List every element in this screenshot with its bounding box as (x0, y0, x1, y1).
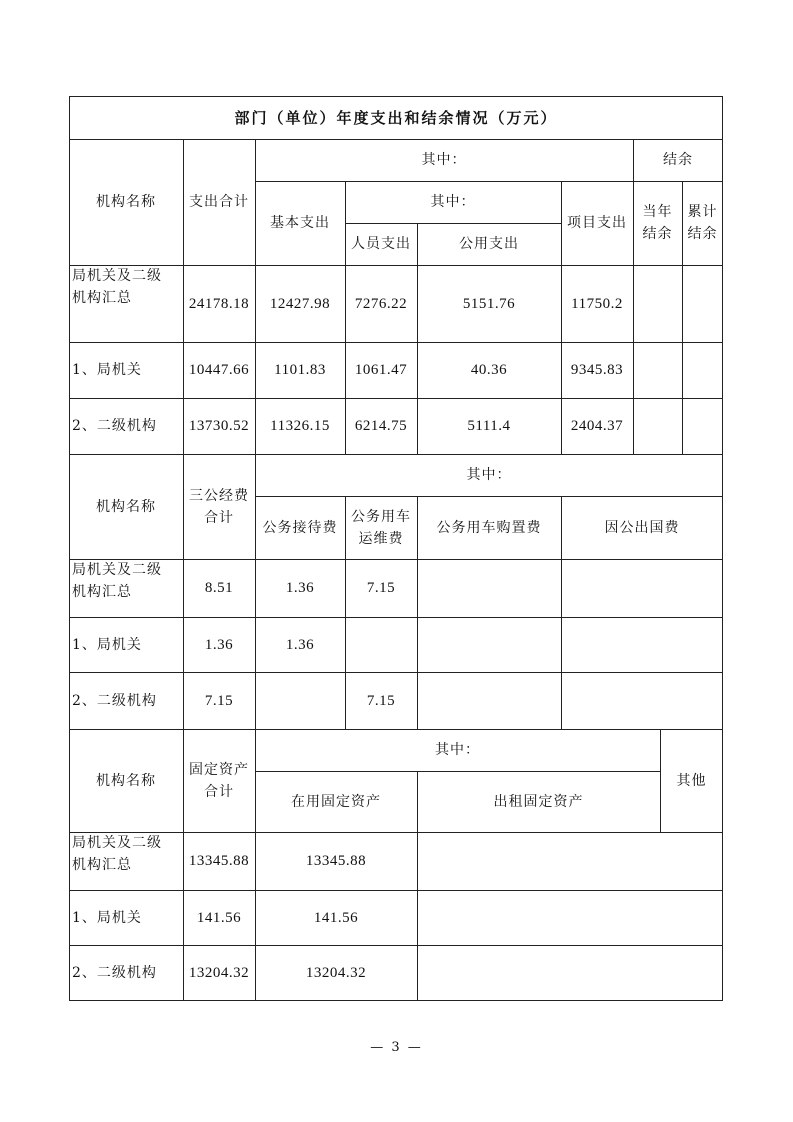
s2-row2-vehicle-buy (417, 672, 561, 729)
s2-row2-abroad (561, 672, 723, 729)
s1-header-year-balance (633, 181, 682, 265)
s1-row1-cum-balance (682, 342, 723, 398)
s1-header-project: 项目支出 (567, 215, 627, 231)
table-row-s2-1-name: 1、局机关 (72, 636, 142, 653)
s2-header-total-line1: 三公经费 (189, 487, 249, 504)
s1-row0-project: 11750.2 (571, 295, 623, 312)
s3-row2-total: 13204.32 (188, 965, 250, 981)
table-row-s1-0-name (69, 265, 183, 342)
s1-row1-year-balance (633, 342, 682, 398)
s3-header-total (183, 729, 255, 832)
s3-header-other: 其他 (676, 772, 707, 789)
s1-header-personnel: 人员支出 (351, 236, 411, 252)
s2-row0-name-line1: 局机关及二级 (72, 562, 162, 578)
s2-row1-total: 1.36 (204, 636, 234, 653)
s3-row0-in-use: 13345.88 (305, 853, 367, 869)
s1-row0-year-balance (633, 265, 682, 342)
s1-row0-total: 24178.18 (188, 295, 250, 312)
s1-header-cum-balance-line1: 累计 (687, 204, 718, 220)
s2-row0-abroad (561, 559, 723, 617)
s2-header-qizhong: 其中： (466, 467, 512, 483)
s1-header-basic-qizhong: 其中： (430, 194, 476, 210)
s3-row2-in-use: 13204.32 (305, 965, 367, 981)
table-row-s1-2-name: 2、二级机构 (72, 418, 157, 434)
s1-row2-personnel: 6214.75 (354, 418, 408, 434)
s1-row0-cum-balance (682, 265, 723, 342)
s1-row1-project: 9345.83 (570, 362, 624, 378)
table-row-s1-1-name: 1、局机关 (72, 362, 142, 378)
s3-row0-name-line2: 机构汇总 (72, 857, 132, 873)
s2-row2-total: 7.15 (204, 692, 234, 709)
s1-row0-personnel: 7276.22 (354, 295, 408, 312)
table-row-s3-2-name: 2、二级机构 (72, 965, 157, 981)
s1-row0-public: 5151.76 (462, 295, 516, 312)
s1-row2-cum-balance (682, 398, 723, 454)
s1-row1-public: 40.36 (470, 362, 508, 378)
s1-header-cum-balance-line2: 结余 (687, 226, 718, 242)
s1-header-cum-balance (682, 181, 723, 265)
s2-row2-vehicle-op: 7.15 (366, 692, 396, 709)
s1-header-basic: 基本支出 (270, 215, 330, 231)
s2-header-vehicle-op-line2: 运维费 (358, 530, 404, 547)
s1-row1-personnel: 1061.47 (354, 362, 408, 378)
s1-row0-name-line2: 机构汇总 (72, 290, 132, 306)
table-title: 部门（单位）年度支出和结余情况（万元） (234, 108, 558, 127)
s3-header-rented: 出租固定资产 (493, 793, 584, 810)
page-number: — 3 — (370, 1040, 423, 1055)
table-row-s3-1-name: 1、局机关 (72, 909, 142, 926)
s2-row0-reception: 1.36 (285, 580, 315, 596)
s3-row1-rented (417, 890, 723, 945)
s2-header-vehicle-op-line1: 公务用车 (351, 508, 411, 525)
s1-header-balance: 结余 (663, 152, 693, 168)
s2-row2-reception (255, 672, 345, 729)
table-row-s3-0-name (69, 832, 183, 890)
s2-row0-vehicle-buy (417, 559, 561, 617)
s2-header-total-line2: 合计 (204, 509, 234, 526)
s1-row0-basic: 12427.98 (269, 295, 331, 312)
s3-row1-in-use: 141.56 (313, 909, 359, 926)
s2-header-reception: 公务接待费 (262, 519, 338, 536)
s3-header-in-use: 在用固定资产 (291, 793, 381, 810)
s2-row1-abroad (561, 617, 723, 672)
s1-row1-total: 10447.66 (188, 362, 250, 378)
s3-row0-total: 13345.88 (188, 853, 250, 869)
table-row-s2-0-name (69, 559, 183, 617)
s1-header-year-balance-line2: 结余 (642, 226, 673, 242)
s1-row2-year-balance (633, 398, 682, 454)
s1-row2-total: 13730.52 (188, 418, 250, 434)
s1-header-qizhong: 其中： (421, 152, 467, 168)
s1-header-name: 机构名称 (96, 194, 156, 210)
s3-header-name: 机构名称 (96, 772, 156, 789)
s1-row2-public: 5111.4 (467, 418, 511, 434)
s2-header-vehicle-buy: 公务用车购置费 (436, 519, 542, 536)
s2-row0-vehicle-op: 7.15 (366, 580, 396, 596)
s1-row2-basic: 11326.15 (270, 418, 330, 434)
s2-header-abroad: 因公出国费 (604, 519, 680, 536)
s2-header-vehicle-op (345, 496, 417, 559)
s2-header-total (183, 454, 255, 559)
s1-header-year-balance-line1: 当年 (642, 204, 673, 220)
budget-table (69, 96, 723, 1001)
s3-row2-rented (417, 945, 723, 1001)
s2-row0-total: 8.51 (204, 580, 234, 596)
s1-header-total: 支出合计 (189, 194, 249, 210)
table-row-s2-2-name: 2、二级机构 (72, 692, 157, 709)
s2-header-name: 机构名称 (96, 498, 156, 515)
s1-row2-project: 2404.37 (570, 418, 624, 434)
s3-header-total-line2: 合计 (204, 783, 234, 800)
s3-header-total-line1: 固定资产 (189, 761, 249, 778)
s3-row0-name-line1: 局机关及二级 (72, 835, 162, 851)
s2-row1-vehicle-op (345, 617, 417, 672)
s2-row0-name-line2: 机构汇总 (72, 584, 132, 600)
s1-row0-name-line1: 局机关及二级 (72, 268, 162, 284)
s2-row1-reception: 1.36 (285, 636, 315, 653)
s3-header-qizhong: 其中： (435, 742, 480, 758)
s3-row1-total: 141.56 (196, 909, 242, 926)
s3-row0-rented (417, 832, 723, 890)
s1-header-public: 公用支出 (459, 236, 519, 252)
s1-row1-basic: 1101.83 (274, 362, 326, 378)
s2-row1-vehicle-buy (417, 617, 561, 672)
